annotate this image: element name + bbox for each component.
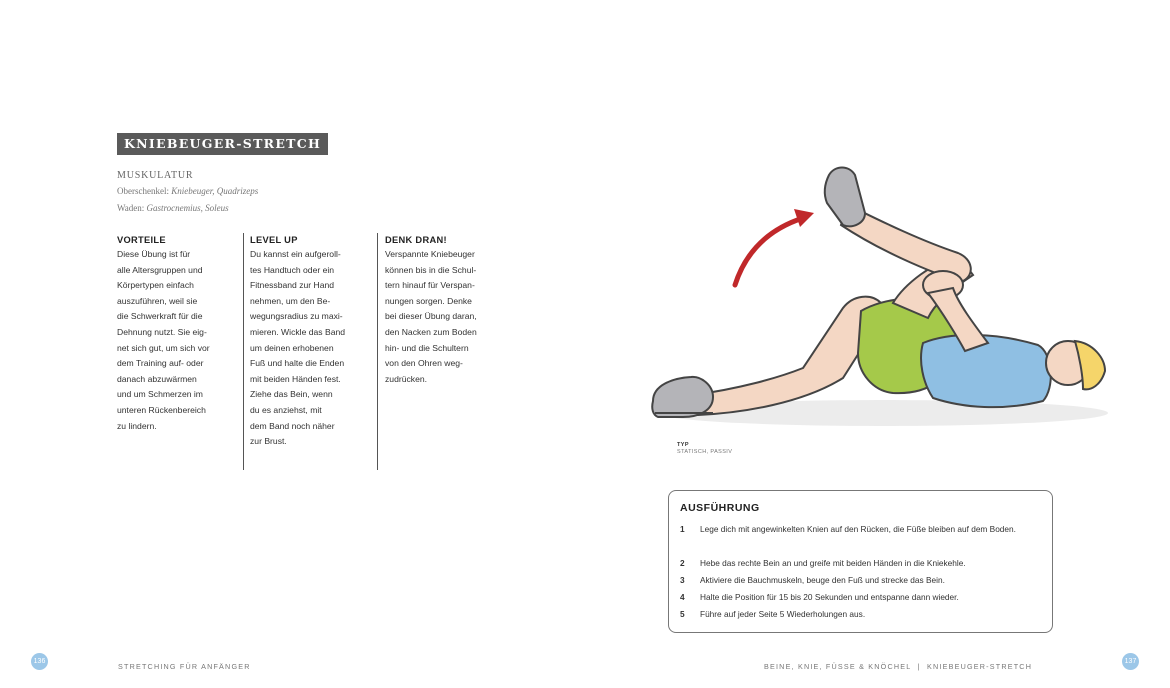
step-number: 5 <box>680 609 685 619</box>
column-line: Du kannst ein aufgeroll- <box>250 249 341 259</box>
remember-text <box>385 247 505 387</box>
muscles-thigh <box>117 186 258 196</box>
muscles-thigh-label: Oberschenkel: <box>117 186 172 196</box>
exercise-title: KNIEBEUGER-STRETCH <box>117 133 328 155</box>
column-line: Ziehe das Bein, wenn <box>250 389 333 400</box>
column-line: hin- und die Schultern <box>385 342 469 353</box>
column-line: Verspannte Kniebeuger <box>385 249 475 259</box>
type-value: STATISCH, PASSIV <box>677 449 733 455</box>
column-line: den Nacken zum Boden <box>385 326 477 337</box>
column-line: zudrücken. <box>385 373 428 384</box>
column-line: nehmen, um den Be- <box>250 295 331 306</box>
right-shoe <box>825 168 865 227</box>
column-line: Körpertypen einfach <box>117 280 194 291</box>
column-line: tes Handtuch oder ein <box>250 264 335 275</box>
column-line: und um Schmerzen im <box>117 389 203 400</box>
left-leg <box>693 297 881 415</box>
page-number-right: 137 <box>1122 653 1139 670</box>
column-line: Diese Übung ist für <box>117 249 191 259</box>
step-text: Aktiviere die Bauchmuskeln, beuge den Fuß und strecke das Bein. <box>700 575 945 585</box>
column-line: mieren. Wickle das Band <box>250 326 346 337</box>
column-line: um deinen erhobenen <box>250 342 334 353</box>
benefits-column <box>117 234 233 434</box>
column-line: wegungsradius zu maxi- <box>250 311 343 322</box>
muscles-calf-value: Gastrocnemius, Soleus <box>146 203 229 213</box>
exercise-illustration <box>643 163 1113 448</box>
column-line: tern hinauf für Verspan- <box>385 280 475 291</box>
column-line: von den Ohren weg- <box>385 358 463 369</box>
benefits-text <box>117 247 233 434</box>
muscles-calf-label: Waden: <box>117 203 147 213</box>
step-text: Hebe das rechte Bein an und greife mit beiden Händen in die Kniekehle. <box>700 558 966 568</box>
footer-left: STRETCHING FÜR ANFÄNGER <box>118 662 251 671</box>
instructions-box <box>668 490 1053 633</box>
column-line: die Schwerkraft für die <box>117 311 203 322</box>
level-up-column <box>250 234 368 450</box>
column-line: net sich gut, um sich vor <box>117 342 210 353</box>
movement-arrow <box>735 218 803 285</box>
column-divider <box>377 233 378 470</box>
benefits-heading: VORTEILE <box>117 235 166 245</box>
column-line: dem Training auf- oder <box>117 358 204 369</box>
step-text: Führe auf jeder Seite 5 Wiederholungen aus. <box>700 609 866 619</box>
column-line: Fuß und halte die Enden <box>250 358 345 369</box>
muscles-calf <box>117 203 229 213</box>
step-number: 1 <box>680 524 685 534</box>
step-number: 2 <box>680 558 685 568</box>
step-item <box>680 589 1040 606</box>
column-line: zu lindern. <box>117 420 157 431</box>
muscles-thigh-value: Kniebeuger, Quadrizeps <box>171 186 259 196</box>
step-number: 3 <box>680 575 685 585</box>
column-line: dem Band noch näher <box>250 420 335 431</box>
step-text: Lege dich mit angewinkelten Knien auf den Rücken, die Füße bleiben auf dem Boden. <box>700 524 1016 534</box>
column-divider <box>243 233 244 470</box>
step-item <box>680 606 1040 623</box>
page-number-left: 136 <box>31 653 48 670</box>
column-line: alle Altersgruppen und <box>117 264 203 275</box>
column-line: auszuführen, weil sie <box>117 295 198 306</box>
remember-column <box>385 234 505 387</box>
column-line: nungen sorgen. Denke <box>385 295 472 306</box>
instructions-title: AUSFÜHRUNG <box>680 502 760 514</box>
step-item <box>680 572 1040 589</box>
step-item <box>680 521 1040 538</box>
footer-right: BEINE, KNIE, FÜSSE & KNÖCHEL | KNIEBEUGER-STRETCH <box>764 662 1033 671</box>
column-line: bei dieser Übung daran, <box>385 311 477 322</box>
step-text: Halte die Position für 15 bis 20 Sekunden und entspanne dann wieder. <box>700 592 959 602</box>
column-line: können bis in die Schul- <box>385 264 477 275</box>
column-line: Dehnung nutzt. Sie eig- <box>117 326 207 337</box>
left-shoe <box>652 377 713 417</box>
arrow-head-icon <box>794 209 814 227</box>
shirt <box>921 335 1051 407</box>
column-line: zur Brust. <box>250 436 287 447</box>
type-label: TYP <box>677 442 689 448</box>
level-up-heading: LEVEL UP <box>250 235 298 245</box>
column-line: unteren Rückenbereich <box>117 404 206 415</box>
step-number: 4 <box>680 592 685 602</box>
step-item <box>680 555 1040 572</box>
level-up-text <box>250 247 368 450</box>
column-line: danach abzuwärmen <box>117 373 197 384</box>
column-line: du es anziehst, mit <box>250 404 322 415</box>
column-line: Fitnessband zur Hand <box>250 280 335 291</box>
column-line: mit beiden Händen fest. <box>250 373 341 384</box>
remember-heading: DENK DRAN! <box>385 235 447 245</box>
muscles-heading: MUSKULATUR <box>117 170 194 181</box>
